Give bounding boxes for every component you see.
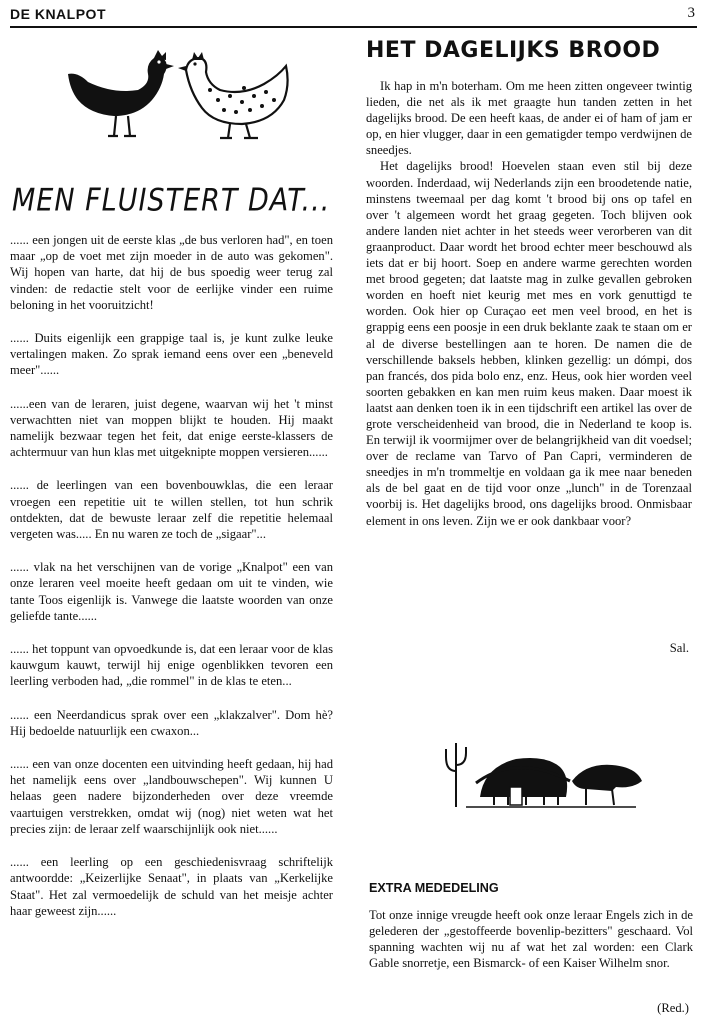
article-paragraph: Ik hap in m'n boterham. Om me heen zitten ongeveer twintig lieden, die net als ik met graagte hun tanden zetten in het dagelijks brood. De een heeft kaas, de ander ei of ham of jam er op, en hier vlugger, daar in een gematigder tempo verdwijnen de sneedjes. (366, 79, 692, 158)
rumor-paragraph: ...... de leerlingen van een bovenbouwklas, die een leraar vroegen een repetitie uit te willen stellen, tot hun schrik ontdekten, dat de bewuste leraar zelf die repetitie helemaal vergeten was..... En nu waren ze toch de „sigaar"... (10, 478, 333, 542)
black-hen-icon (68, 50, 174, 136)
cactus-icon (446, 743, 466, 807)
rumor-paragraph: ......een van de leraren, juist degene, waarvan wij het 't minst verwachtten niet van moppen blijkt te houden. Hij maakt namelijk bezwaar tegen het feit, dat enige eerste-klassers de achtermuur van hun klas met uitgeknipte moppen versieren...... (10, 396, 333, 460)
newsletter-title: DE KNALPOT (10, 6, 106, 22)
article-paragraph: Het dagelijks brood! Hoevelen staan even stil bij deze woorden. Inderdaad, wij Nederlands zijn een broodetende natie, minstens tweemaal per dag komt 't brood bij ons op tafel en over 't algemeen wordt het graag gegeten. Toch blijven ook andere landen niet achter in het steeds weer verorberen van dit graanproduct. Daar wordt het brood echter meer beschouwd als iets dat er bij hoort. Soep en andere warme gerechten worden met brood gegeten; dat laatste mag in zulke gevallen gebroken worden en hoeft niet keurig met mes en vork genuttigd te worden. Ook hier op Curaçao eet men veel brood, en het is grappig eens een poosje in een druk beklante zaak te staan om er al de diverse bestellingen aan te horen. De namen die de verschillende baksels hebben, klinken gezellig: un dómpi, dos pan francés, dos pida bolo enz, enz. Heus, ook hier worden veel soorten gebakken en kan men ruim keus maken. Daar moest ik laatst aan denken toen ik in een tijdschrift een artikel las over de grote verscheidenheid van brood, die in Nederland te koop is. En terwijl ik voormijmer over de belangrijkheid van dit voedsel; over de reclame van Tarvo of Pan Capri, verminderen de sneedjes in m'n trommeltje en voldaan ga ik mee naar beneden als de bel gaat en de tijd voor onze „lunch" in de Torenzaal voorbij is. Het dagelijks brood, ons dagelijks brood. Onmisbaar element in ons leven. Zijn we er ook dankbaar voor? (366, 159, 692, 528)
hens-illustration (58, 44, 298, 144)
article-signature: Sal. (669, 641, 689, 655)
rumor-paragraph: ...... een leerling op een geschiedenisvraag schriftelijk antwoordde: „Keizerlijke Senaat", in plaats van „Kerkelijke Staat". Het zal vermoedelijk de schuld van het meisje achter haar geweest zijn...... (10, 855, 333, 918)
right-column-text (366, 78, 692, 529)
extra-announcement-title: EXTRA MEDEDELING (369, 881, 499, 895)
tree-icon (572, 765, 642, 805)
rumor-paragraph: ...... een Neerdandicus sprak over een „klakzalver". Dom hè? Hij bedoelde natuurlijk een cwaxon... (10, 707, 333, 738)
extra-signature: (Red.) (657, 1001, 689, 1015)
page-number: 3 (687, 5, 695, 21)
rumor-paragraph: ...... vlak na het verschijnen van de vorige „Knalpot" een van onze leraren veel moeite heeft gedaan om uit te vinden, wie tante Toos eigenlijk is. Vanwege die laatste woorden van onze geliefde tante...... (10, 560, 333, 623)
rumor-paragraph: ...... een van onze docenten een uitvinding heeft gedaan, hij had het namelijk eens over „landbouwschepen". Wij kunnen U helaas geen nadere bijzonderheden over deze vreemde vaartuigen verstrekken, omdat wij (nog) niet weten wat het precies zijn: de leraar zelf waarschijnlijk ook niet...... (10, 757, 333, 836)
left-column-text (10, 232, 333, 936)
cactus-hut-illustration (436, 737, 646, 809)
left-headline: MEN FLUISTERT DAT... (12, 183, 331, 219)
rumor-paragraph: ...... een jongen uit de eerste klas „de bus verloren had", en toen maar „op de voet met zijn moeder in de auto was gekomen". Wij hopen van harte, dat hij de bus spoedig weer terug zal vinden: de redactie stelt voor de eerlijke vinder een ruime beloning in het vooruitzicht! (10, 233, 333, 312)
extra-announcement-text: Tot onze innige vreugde heeft ook onze leraar Engels zich in de gelederen der „gestoffeerde bovenlip-bezitters" geschaard. Vol spanning wachten wij nu af wat het zal worden: een Clark Gable snorretje, een Bismarck- of een Kaiser Wilhelm snor. (369, 908, 693, 971)
speckled-hen-icon (178, 52, 288, 138)
hut-icon (476, 758, 570, 805)
rumor-paragraph: ...... het toppunt van opvoedkunde is, dat een leraar voor de klas kauwgum kauwt, terwijl hij enige ogenblikken tevoren een leerling verboden had, „die rommel" in de klas te eten... (10, 642, 333, 689)
right-headline: HET DAGELIJKS BROOD (366, 38, 661, 63)
rumor-paragraph: ...... Duits eigenlijk een grappige taal is, je kunt zulke leuke vertalingen maken. Zo sprak iemand eens over een „beneveld meer"...... (10, 331, 333, 378)
page-header (10, 4, 697, 28)
